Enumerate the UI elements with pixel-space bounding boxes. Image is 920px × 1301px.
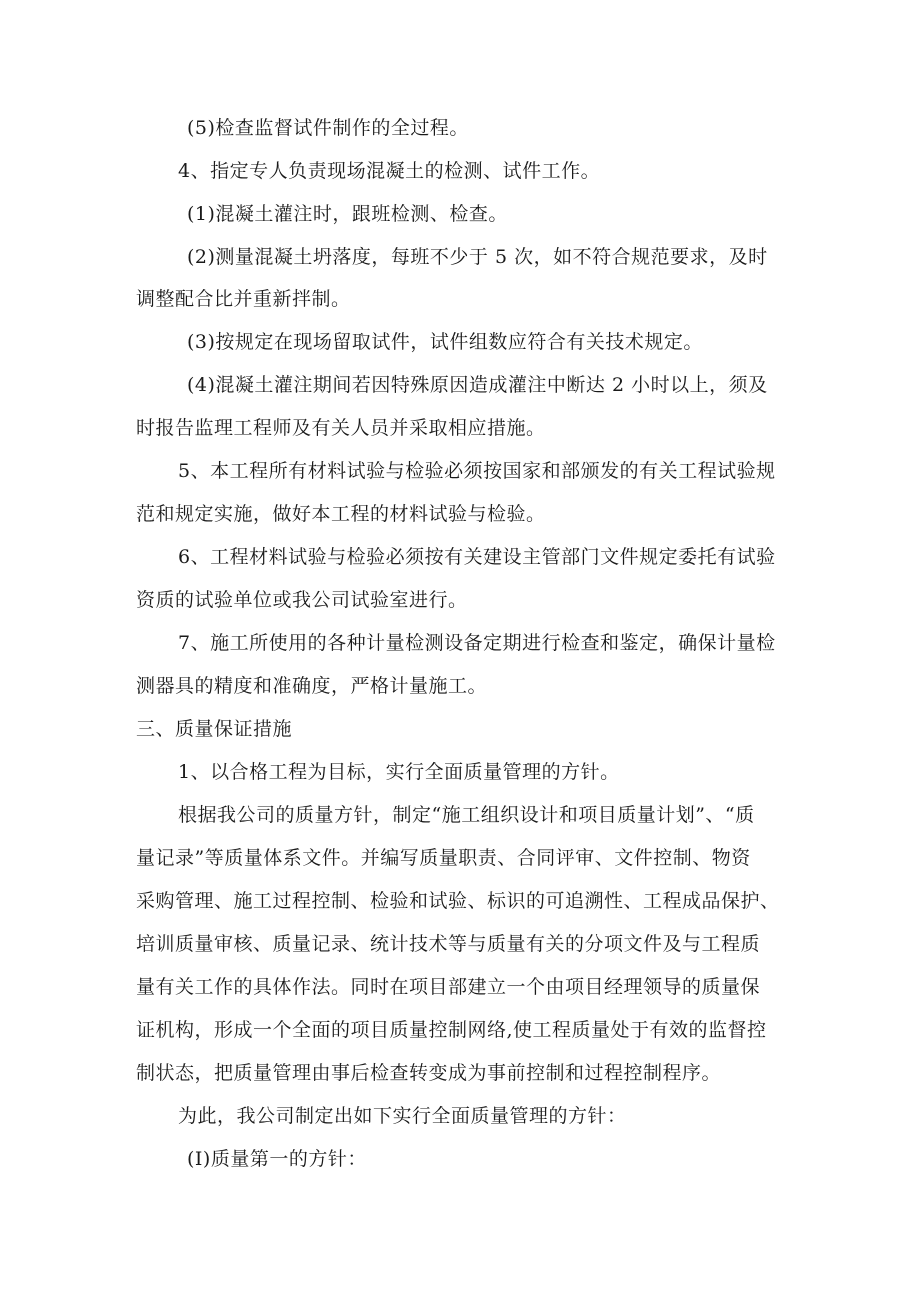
- text-line: 根据我公司的质量方针，制定“施工组织设计和项目质量计划”、“质: [178, 804, 755, 826]
- text-line: 证机构，形成一个全面的项目质量控制网络,使工程质量处于有效的监督控: [136, 1019, 767, 1041]
- text-line: 测器具的精度和准确度，严格计量施工。: [136, 675, 488, 697]
- text-line: 量有关工作的具体作法。同时在项目部建立一个由项目经理领导的质量保: [136, 976, 761, 998]
- text-line: 4、指定专人负责现场混凝土的检测、试件工作。: [178, 160, 601, 182]
- text-line: 采购管理、施工过程控制、检验和试验、标识的可追溯性、工程成品保护、: [136, 890, 780, 912]
- text-line: 1、以合格工程为目标，实行全面质量管理的方针。: [178, 761, 620, 783]
- text-line: (1)混凝土灌注时，跟班检测、检查。: [187, 203, 508, 225]
- text-line: (5)检查监督试件制作的全过程。: [187, 117, 469, 139]
- text-line: 为此，我公司制定出如下实行全面质量管理的方针：: [178, 1105, 627, 1127]
- text-line: 制状态，把质量管理由事后检查转变成为事前控制和过程控制程序。: [136, 1062, 722, 1084]
- text-line: (I)质量第一的方针：: [187, 1148, 367, 1170]
- text-line: 培训质量审核、质量记录、统计技术等与质量有关的分项文件及与工程质: [136, 933, 761, 955]
- text-line: (3)按规定在现场留取试件，试件组数应符合有关技术规定。: [187, 331, 703, 353]
- section-heading: 三、质量保证措施: [136, 718, 293, 740]
- text-line: 资质的试验单位或我公司试验室进行。: [136, 589, 468, 611]
- text-line: 范和规定实施，做好本工程的材料试验与检验。: [136, 503, 546, 525]
- text-line: 时报告监理工程师及有关人员并采取相应措施。: [136, 417, 546, 439]
- text-line: (2)测量混凝土坍落度，每班不少于 5 次，如不符合规范要求，及时: [187, 246, 768, 268]
- text-line: 6、工程材料试验与检验必须按有关建设主管部门文件规定委托有试验: [178, 546, 776, 568]
- text-line: 5、本工程所有材料试验与检验必须按国家和部颁发的有关工程试验规: [178, 460, 776, 482]
- text-line: 调整配合比并重新拌制。: [136, 288, 351, 310]
- text-line: (4)混凝土灌注期间若因特殊原因造成灌注中断达 2 小时以上，须及: [187, 374, 768, 396]
- text-line: 7、施工所使用的各种计量检测设备定期进行检查和鉴定，确保计量检: [178, 632, 776, 654]
- text-line: 量记录”等质量体系文件。并编写质量职责、合同评审、文件控制、物资: [136, 847, 751, 869]
